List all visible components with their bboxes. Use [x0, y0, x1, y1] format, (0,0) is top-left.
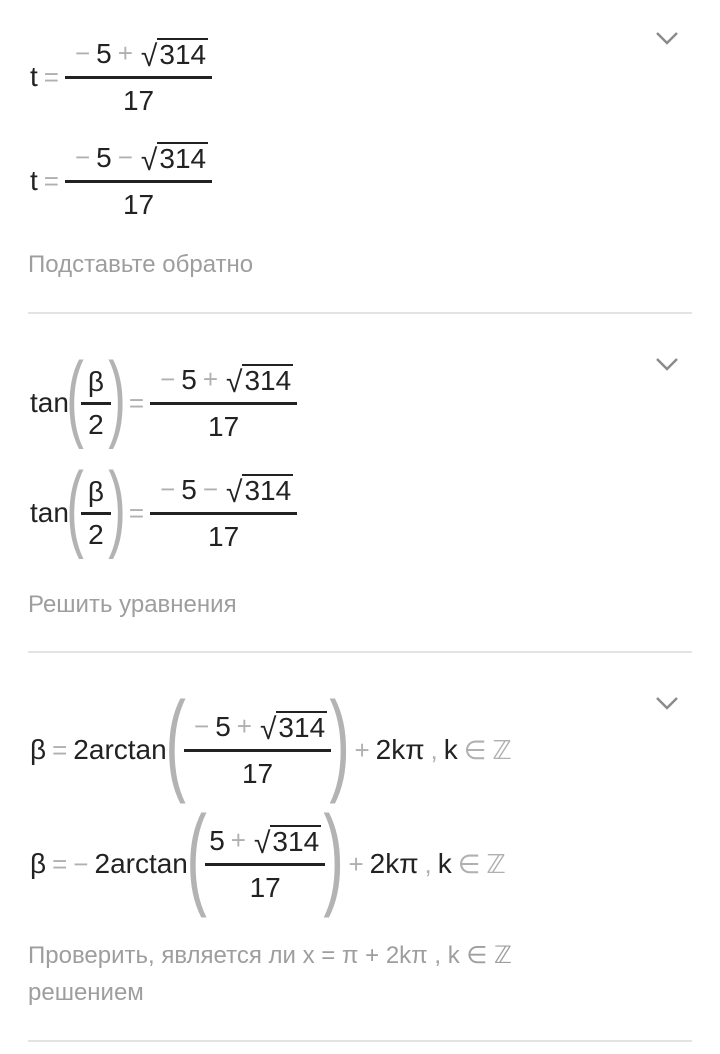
- step-description-continued[interactable]: решением: [28, 979, 144, 1006]
- equals-sign: =: [43, 165, 59, 196]
- equation: [30, 126, 212, 236]
- step-description[interactable]: Проверить, является ли x = π + 2kπ , k ∈ ℤ: [28, 942, 512, 969]
- function-name: tan: [30, 497, 69, 528]
- equals-sign: =: [128, 387, 145, 418]
- step-description[interactable]: Подставьте обратно: [28, 251, 254, 278]
- function-name: tan: [30, 387, 69, 418]
- equation: [30, 22, 212, 132]
- chevron-down-icon[interactable]: [654, 354, 680, 374]
- inner-fraction: $\frac{\beta}{2}$: [81, 362, 111, 445]
- equals-sign: =: [128, 497, 145, 528]
- chevron-down-icon[interactable]: [654, 693, 680, 713]
- step-3: [0, 653, 720, 1043]
- inner-fraction: $\frac{\beta}{2}$: [81, 472, 111, 555]
- square-root: √ 314: [140, 38, 207, 73]
- fraction: − 5 + √ 314 17: [150, 358, 297, 449]
- step-1: [0, 0, 720, 313]
- square-root: √ 314: [253, 825, 320, 860]
- fraction: − 5 − √ 314 17: [150, 468, 297, 559]
- square-root: √ 314: [226, 364, 292, 399]
- fraction: − 5 + √ 314 17: [65, 32, 212, 123]
- equation: β = 2 arctan ( − 5 + √ 314 17 ) + 2kπ , k ∈ ℤ: [30, 679, 512, 804]
- equation: tan ( $\frac{\beta}{2}$ ) = − 5 − √ 314 17: [30, 458, 297, 568]
- step-description[interactable]: Решить уравнения: [28, 591, 237, 618]
- fraction: 5 + √ 314 17: [205, 819, 325, 910]
- fraction: − 5 − √ 314 17: [65, 136, 212, 227]
- variable: β: [30, 848, 47, 879]
- equals-sign: =: [43, 61, 59, 92]
- fraction: − 5 + √ 314 17: [184, 705, 331, 796]
- variable: t: [30, 165, 38, 196]
- square-root: √ 314: [226, 474, 292, 509]
- equation: β = − 2 arctan ( 5 + √ 314 17 ) + 2kπ , k ∈ ℤ: [30, 793, 506, 918]
- square-root: √ 314: [259, 711, 326, 746]
- square-root: √ 314: [140, 142, 207, 177]
- function-name: arctan: [88, 734, 167, 765]
- step-2: [0, 314, 720, 652]
- equals-sign: =: [52, 848, 68, 879]
- function-name: arctan: [110, 848, 188, 879]
- equation: tan ( $\frac{\beta}{2}$ ) = − 5 + √ 314 17: [30, 348, 297, 458]
- chevron-down-icon[interactable]: [654, 28, 680, 48]
- equals-sign: =: [52, 734, 68, 765]
- divider: [28, 1040, 692, 1042]
- variable: t: [30, 61, 38, 92]
- variable: β: [30, 734, 47, 765]
